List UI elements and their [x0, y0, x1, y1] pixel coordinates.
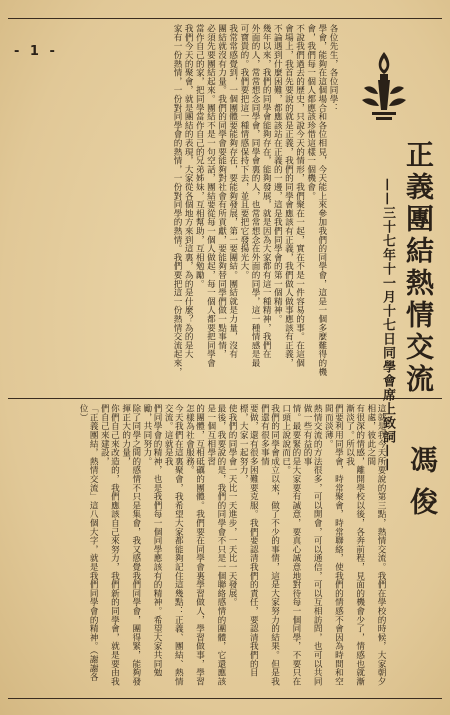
top-rule	[8, 18, 442, 19]
top-line: 會場上，我首先要說的就是正義，我們的同學會應該有正義，我們做人做事應該有正義，	[283, 24, 294, 368]
top-line: 當作自己的家，把同學當作自己的兄弟姊妹，互相幫助，互相勉勵。	[194, 24, 205, 288]
bottom-line: 有很深的情感，離開學校以後，各奔前程，見面的機會少了，情感也就漸漸淡了。所以我	[344, 404, 365, 686]
bottom-rule	[8, 698, 442, 699]
top-line: 會，我們每一個人都應該珍惜這樣一個機會。	[305, 24, 316, 200]
bottom-line: 這就是我今天所要說的第三點，熱情交流。我們在學校的時候，大家朝夕相處，彼此之間	[365, 404, 386, 686]
top-line: 不論遇到什麼困難，都應該站在正義的一邊，這是我們同學會的第一個精神。	[272, 24, 283, 324]
top-line: 學會，能夠在這個場合和各位相見，今天能上來參加我們的同學會，這是一個多麼難得的機	[316, 24, 327, 376]
top-line: 不說我們過去的歷史，只說今天的情形，我們聚在一起，實在不是一件容易的事。在這個	[294, 24, 305, 368]
bottom-line: 的團體，互相砥礪的團體。我們要在同學會裏學習做人，學習做事，學習怎樣為社會服務。	[184, 404, 205, 686]
top-line: 幾年以來，我們的同學會能夠存在，能夠發展，就是因為大家都有這一種精神，我們在	[261, 24, 272, 359]
bottom-line: 除了同學之間的感情不只是集會，我又感覺我們同學會，團得緊，能夠發揮正大的力量，	[120, 404, 141, 686]
article-subtitle: ——三十七年十一月十七日同學會席上致詞——	[380, 178, 395, 472]
top-line: 外面的人，常常想念同學會，同學會裏的人，也常常想念在外面的同學，這一種情感是最	[250, 24, 261, 368]
middle-rule	[8, 398, 442, 399]
top-line: 家有一份熱情，一份對同學會的熱情，一份對同學的熱情。我們要把這一份熱情交流起來，	[172, 24, 183, 376]
bottom-line: 你們自己來改造的，我們應該自己來努力，我們新的同學會，就是要由我們自己來建設，	[99, 404, 120, 686]
page-number: - 1 -	[14, 44, 58, 59]
bottom-line: 我們的同學會成立以來，做了不少的事情，這是大家努力的結果。但是我們還有很多事情	[259, 404, 280, 686]
top-line: 團結就沒有力量。我們的同學會要能夠對社會有所貢獻，要能夠替同學們做一點事情，	[216, 24, 227, 359]
top-line: 可寶貴的。我們要把這一種情感保持下去，並且要把它發揚光大。	[238, 24, 249, 280]
bottom-line: 們要利用同學會，時常聚會，時常聯絡，使我們的情感不會因為時間和空間而淡薄。	[323, 404, 344, 686]
bottom-line: 「正義團結，熱情交流」這八個大字，就是我們同學會的精神。（謝謝各位）	[78, 404, 99, 682]
bottom-line: 使我們的同學會一天比一天進步，一天比一天發展。	[227, 404, 238, 607]
top-line: 我常常感覺到，一個團體要能夠存在，要能夠發展，第一要團結。團結就是力量，沒有	[227, 24, 238, 359]
bottom-line: 熱情交流的方法很多，可以開會，可以通信，可以互相訪問，也可以共同做一些有益的事	[302, 404, 323, 686]
top-body-text	[8, 24, 338, 392]
top-line: 各位先生，各位同學：	[328, 24, 338, 112]
bottom-line: 要做，還有很多困難要克服。我們要認清我們的責任，要認清我們的目標，大家一起努力，	[238, 404, 259, 677]
bottom-line: 情。最要緊的是大家要有誠意，要真心誠意地對待每一個同學，不要只在口頭上說說而已。	[280, 404, 301, 686]
torch-emblem-icon	[358, 48, 410, 132]
article-author: 馮俊	[406, 445, 439, 529]
bottom-line: 們同學會的精神，也是我們每一個同學應該有的精神。希望大家共同勉勵，共同努力。	[141, 404, 163, 677]
bottom-line: 今天我們在這裏聚會，我希望大家都能夠記住這幾點：正義、團結、熱情交流。這就是我	[163, 404, 184, 686]
top-line: 我們今天的聚會，就是團結的表現，大家從各個地方來到這裏，為的是什麼？為的是大	[183, 24, 194, 359]
article-title: 正義團結熱情交流	[402, 140, 435, 396]
top-line: 必須先要團結起來。團結不是一句空話，團結要從每一個人做起，每一個人都要把同學會	[205, 24, 216, 368]
bottom-line: 最後，我要說的是，我們的同學會不只是一個聯絡感情的團體，它還應該是一個互相學習	[205, 404, 226, 686]
bottom-body-text	[10, 404, 386, 692]
